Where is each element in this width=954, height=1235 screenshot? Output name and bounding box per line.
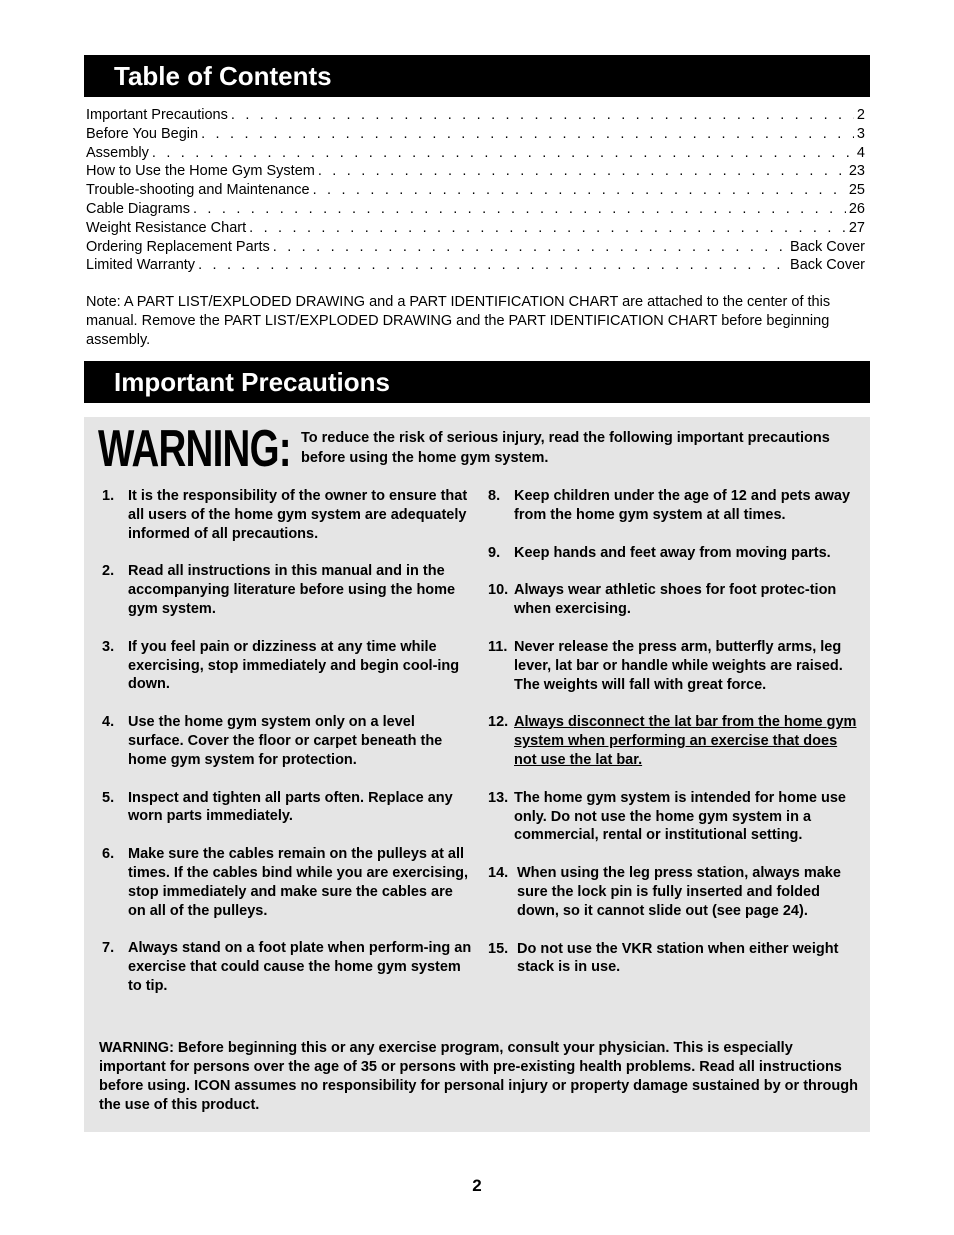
toc-leader-dots — [198, 256, 787, 275]
toc-leader-dots — [313, 181, 846, 200]
precaution-number: 3. — [102, 638, 115, 655]
precaution-text: Always wear athletic shoes for foot protec-tion when exercising. — [514, 582, 837, 618]
precaution-item — [102, 487, 474, 543]
toc-entry-page: 26 — [848, 200, 865, 217]
toc-entry-label: Important Precautions — [86, 107, 228, 123]
precaution-text: Always stand on a foot plate when perform-ing an exercise that could cause the home gym system to tip. — [128, 940, 472, 994]
precaution-text: Keep hands and feet away from moving parts. — [514, 544, 831, 561]
precaution-text: Read all instructions in this manual and in the accompanying literature before using the home gym system. — [128, 563, 456, 617]
precautions-heading: Important Precautions — [84, 361, 870, 403]
precaution-text: Make sure the cables remain on the pulleys at all times. If the cables bind while you are exercising, stop immediately and make sure the cables are on all of the pulleys. — [128, 846, 469, 919]
precaution-text: Always disconnect the lat bar from the home gym system when performing an exercise that does not use the lat bar. — [514, 714, 857, 768]
precaution-item — [488, 940, 860, 978]
toc-entry-page: 25 — [848, 182, 865, 199]
toc-entry[interactable] — [86, 200, 865, 219]
precaution-item — [488, 789, 860, 845]
precaution-item — [488, 864, 860, 920]
toc-entry[interactable] — [86, 181, 865, 200]
precaution-item — [102, 789, 474, 827]
toc-entry-label: Weight Resistance Chart — [86, 219, 247, 236]
toc-leader-dots — [249, 219, 846, 238]
precaution-number: 9. — [488, 544, 501, 561]
toc-leader-dots — [318, 162, 846, 181]
precautions-column-right — [488, 487, 860, 977]
toc-entry-page: Back Cover — [790, 257, 865, 274]
toc-entry[interactable] — [86, 125, 865, 144]
precaution-text: The home gym system is intended for home use only. Do not use the home gym system in a commercial, rental or institutional setting. — [514, 789, 846, 844]
toc-entry[interactable] — [86, 162, 865, 181]
precaution-item — [488, 544, 860, 563]
precaution-number: 12. — [488, 714, 509, 731]
toc-entry-label: Ordering Replacement Parts — [86, 238, 270, 255]
precaution-number: 11. — [488, 638, 508, 655]
precaution-number: 14. — [488, 865, 509, 882]
toc-entry-label: Trouble-shooting and Maintenance — [86, 182, 310, 199]
precaution-item — [488, 638, 860, 694]
precaution-text: Use the home gym system only on a level surface. Cover the floor or carpet beneath the home gym system for protection. — [128, 714, 443, 768]
toc-entry[interactable] — [86, 219, 865, 238]
assembly-note: Note: A PART LIST/EXPLODED DRAWING and a PART IDENTIFICATION CHART are attached to the center of this manual. Remove the PART LIST/EXPLODED DRAWING and the PART IDENTIFICATION CHART before beginning assembly. — [86, 294, 831, 348]
precaution-number: 7. — [102, 940, 115, 957]
page-number: 2 — [472, 1176, 482, 1195]
precaution-item — [488, 487, 860, 525]
precaution-item — [488, 713, 860, 769]
warning-title: WARNING: — [98, 420, 291, 478]
precaution-text: Do not use the VKR station when either weight stack is in use. — [517, 940, 839, 976]
toc-entry-label: How to Use the Home Gym System — [86, 163, 315, 180]
precaution-item — [102, 713, 474, 769]
warning-box — [84, 417, 870, 1132]
toc-entry-label: Assembly — [86, 144, 149, 161]
toc-entry[interactable] — [86, 238, 865, 257]
warning-intro: To reduce the risk of serious injury, read the following important precautions before using the home gym system. — [301, 430, 830, 466]
precaution-text: Never release the press arm, butterfly arms, leg lever, lat bar or handle while weights are raised. The weights will fall with great force. — [514, 638, 843, 693]
precaution-item — [488, 581, 860, 619]
toc-entry-page: Back Cover — [790, 238, 865, 255]
precaution-text: If you feel pain or dizziness at any time while exercising, stop immediately and begin cool-ing down. — [128, 638, 460, 693]
toc-leader-dots — [201, 125, 854, 144]
toc-leader-dots — [273, 238, 787, 257]
precaution-text: It is the responsibility of the owner to ensure that all users of the home gym system are adequately informed of all precautions. — [128, 488, 468, 542]
precaution-number: 8. — [488, 488, 501, 504]
toc-entry-page: 23 — [848, 163, 865, 180]
precaution-number: 2. — [102, 563, 115, 580]
physician-warning: WARNING: Before beginning this or any exercise program, consult your physician. This is especially important for persons over the age of 35 or persons with pre-existing health problems. Read all instructions before using. ICON assumes no responsibility for personal injury or property damage sustained by or through the use of this product. — [99, 1040, 858, 1113]
toc-leader-dots — [231, 106, 854, 125]
precaution-text: Keep children under the age of 12 and pets away from the home gym system at all times. — [514, 488, 851, 523]
precaution-number: 5. — [102, 789, 115, 806]
precaution-number: 4. — [102, 714, 115, 731]
toc-leader-dots — [193, 200, 846, 219]
precaution-number: 13. — [488, 789, 509, 806]
precaution-number: 15. — [488, 940, 509, 957]
precaution-item — [102, 939, 474, 995]
toc-entry-page: 27 — [848, 219, 865, 236]
precaution-number: 1. — [102, 488, 115, 504]
toc-entry-page: 3 — [856, 125, 865, 142]
precaution-item — [102, 845, 474, 920]
toc-heading: Table of Contents — [84, 55, 870, 97]
toc-entry[interactable] — [86, 106, 865, 125]
toc-leader-dots — [152, 144, 854, 163]
precaution-number: 10. — [488, 582, 509, 599]
toc-entry[interactable] — [86, 256, 865, 275]
precaution-text: Inspect and tighten all parts often. Replace any worn parts immediately. — [128, 789, 453, 825]
precaution-number: 6. — [102, 846, 115, 863]
toc-entry-page: 2 — [856, 107, 865, 123]
precaution-text: When using the leg press station, always make sure the lock pin is fully inserted and folded down, so it cannot slide out (see page 24). — [517, 865, 841, 919]
precautions-column-left — [102, 487, 474, 996]
precaution-item — [102, 638, 474, 694]
toc-entry-label: Limited Warranty — [86, 257, 196, 274]
toc-entry-page: 4 — [856, 144, 865, 161]
toc-list — [86, 106, 865, 275]
precaution-item — [102, 562, 474, 618]
toc-entry[interactable] — [86, 144, 865, 163]
toc-entry-label: Cable Diagrams — [86, 200, 190, 217]
toc-entry-label: Before You Begin — [86, 125, 199, 142]
